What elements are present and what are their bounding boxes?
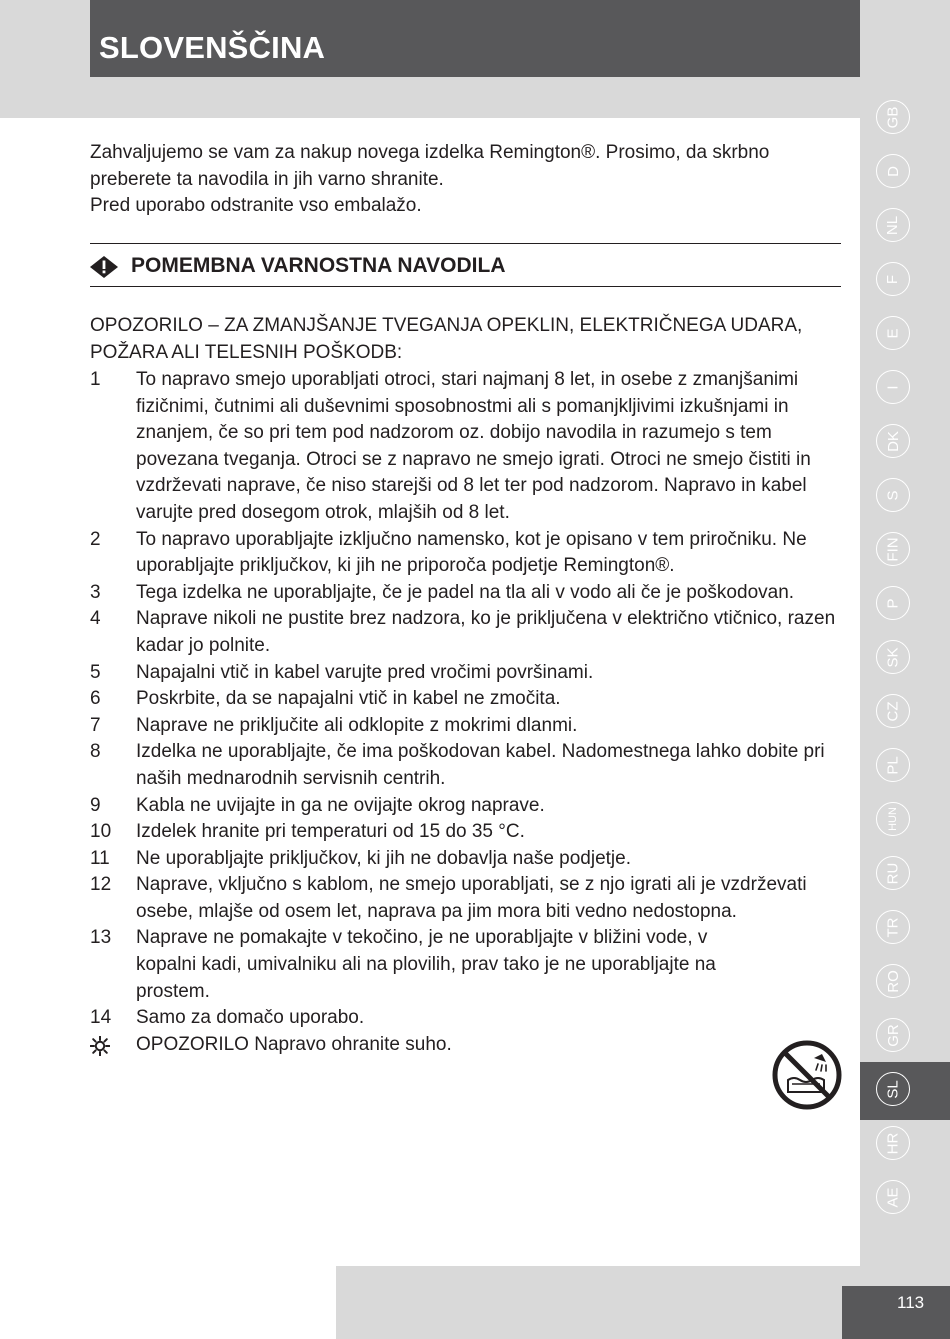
item-number: 10 [90, 821, 112, 843]
list-item [90, 1005, 842, 1032]
lang-tab-s[interactable]: S [876, 478, 910, 512]
final-warning [90, 1032, 842, 1059]
lang-tab-pl[interactable]: PL [876, 748, 910, 782]
lang-tab-p[interactable]: P [876, 586, 910, 620]
item-number: 1 [90, 369, 101, 390]
list-item [90, 713, 842, 740]
item-text: Naprave ne priključite ali odklopite z mokrimi dlanmi. [136, 714, 578, 736]
item-text: Tega izdelka ne uporabljajte, če je padel na tla ali v vodo ali če je poškodovan. [136, 581, 795, 603]
lang-tab-f[interactable]: F [876, 262, 910, 296]
list-item [90, 686, 842, 713]
page-title: SLOVENŠČINA [99, 30, 326, 65]
item-text: Naprave, vključno s kablom, ne smejo uporabljati, se z njo igrati ali je vzdrževati osebe, mlajše od osem let, naprava pa jim mora biti vedno nedostopna. [136, 874, 807, 922]
intro-line: Pred uporabo odstranite vso embalažo. [90, 195, 422, 217]
intro-line: preberete ta navodila in jih varno shranite. [90, 168, 444, 190]
final-warning-text: OPOZORILO Napravo ohranite suho. [136, 1033, 452, 1055]
intro-line: Zahvaljujemo se vam za nakup novega izdelka Remington®. Prosimo, da skrbno [90, 142, 770, 163]
list-item [90, 660, 842, 687]
lang-tab-d[interactable]: D [876, 154, 910, 188]
item-text: Izdelek hranite pri temperaturi od 15 do 35 °C. [136, 821, 525, 843]
item-text: Izdelka ne uporabljajte, če ima poškodovan kabel. Nadomestnega lahko dobite pri naših mednarodnih servisnih centrih. [136, 741, 825, 789]
lang-tab-hr[interactable]: HR [876, 1126, 910, 1160]
list-item [90, 527, 842, 580]
item-text: Ne uporabljajte priključkov, ki jih ne dobavlja naše podjetje. [136, 847, 631, 869]
page-number: 113 [897, 1293, 925, 1312]
item-text: Kabla ne uvijajte in ga ne ovijajte okrog naprave. [136, 794, 545, 816]
item-number: 13 [90, 927, 112, 949]
list-item [90, 367, 842, 527]
lang-tab-ae[interactable]: AE [876, 1180, 910, 1214]
item-text: Naprave ne pomakajte v tekočino, je ne uporabljajte v bližini vode, v kopalni kadi, umivalniku ali na plovilih, prav tako je ne uporabljajte na prostem. [136, 927, 716, 1002]
item-text: Napajalni vtič in kabel varujte pred vročimi površinami. [136, 661, 594, 683]
sun-symbol-icon [90, 1036, 110, 1056]
item-number: 12 [90, 874, 112, 896]
item-number: 8 [90, 741, 101, 763]
page-number-box [842, 1286, 950, 1339]
item-number: 11 [90, 847, 110, 869]
lang-tab-gr[interactable]: GR [876, 1018, 910, 1052]
intro-text [90, 140, 842, 220]
warning-lead [90, 313, 842, 366]
lang-tab-e[interactable]: E [876, 316, 910, 350]
bottom-left-margin [0, 1266, 336, 1339]
item-number: 2 [90, 528, 101, 550]
lang-tab-i[interactable]: I [876, 370, 910, 404]
list-item [90, 739, 842, 792]
item-number: 7 [90, 714, 101, 736]
item-text: Samo za domačo uporabo. [136, 1007, 365, 1029]
item-number: 4 [90, 608, 101, 630]
list-item [90, 872, 842, 925]
list-item [90, 793, 842, 820]
item-text: To napravo uporabljajte izključno namensko, kot je opisano v tem priročniku. Ne uporabljajte priključkov, ki jih ne priporoča podjetje Remington®. [136, 528, 807, 577]
item-number: 14 [90, 1007, 112, 1029]
warning-lead-line: OPOZORILO – ZA ZMANJŠANJE TVEGANJA OPEKLIN, ELEKTRIČNEGA UDARA, [90, 315, 803, 336]
lang-tab-sl-active[interactable]: SL [876, 1072, 910, 1106]
list-item [90, 580, 842, 607]
lang-tab-ro[interactable]: RO [876, 964, 910, 998]
lang-tab-hun[interactable]: HUN [876, 802, 910, 836]
section-title: POMEMBNA VARNOSTNA NAVODILA [131, 254, 506, 277]
list-item [90, 606, 842, 659]
lang-tab-dk[interactable]: DK [876, 424, 910, 458]
warning-diamond-icon [90, 256, 118, 278]
lang-tab-nl[interactable]: NL [876, 208, 910, 242]
lang-tab-cz[interactable]: CZ [876, 694, 910, 728]
item-number: 9 [90, 794, 101, 816]
lang-tab-tr[interactable]: TR [876, 910, 910, 944]
item-text: Naprave nikoli ne pustite brez nadzora, ko je priključena v električno vtičnico, razen kadar jo polnite. [136, 608, 836, 656]
warning-lead-line: POŽARA ALI TELESNIH POŠKODB: [90, 341, 403, 363]
list-item [90, 846, 842, 873]
list-item [90, 925, 842, 1005]
lang-tab-gb[interactable]: GB [876, 100, 910, 134]
no-water-bath-icon [772, 1040, 842, 1110]
item-text: Poskrbite, da se napajalni vtič in kabel ne zmočita. [136, 688, 561, 710]
item-number: 5 [90, 661, 101, 683]
section-heading [90, 243, 841, 287]
title-bar [90, 0, 860, 77]
lang-tab-fin[interactable]: FIN [876, 532, 910, 566]
item-number: 6 [90, 688, 101, 710]
safety-list [90, 367, 842, 1058]
item-text: To napravo smejo uporabljati otroci, stari najmanj 8 let, in osebe z zmanjšanimi fizičnimi, čutnimi ali duševnimi sposobnostmi ali s pomanjkljivimi izkušnjami in znanjem, če so pri tem pod nadzorom oz. dobijo navodila in razumejo s tem povezana tveganja. Otroci se z napravo ne smejo igrati. Otroci ne smejo čistiti in vzdrževati naprave, če niso starejši od 8 let ter pod nadzorom. Napravo in kabel varujte pred dosegom otrok, mlajših od 8 let. [136, 369, 811, 523]
list-item [90, 819, 842, 846]
item-number: 3 [90, 581, 101, 603]
lang-tab-sk[interactable]: SK [876, 640, 910, 674]
lang-tab-ru[interactable]: RU [876, 856, 910, 890]
